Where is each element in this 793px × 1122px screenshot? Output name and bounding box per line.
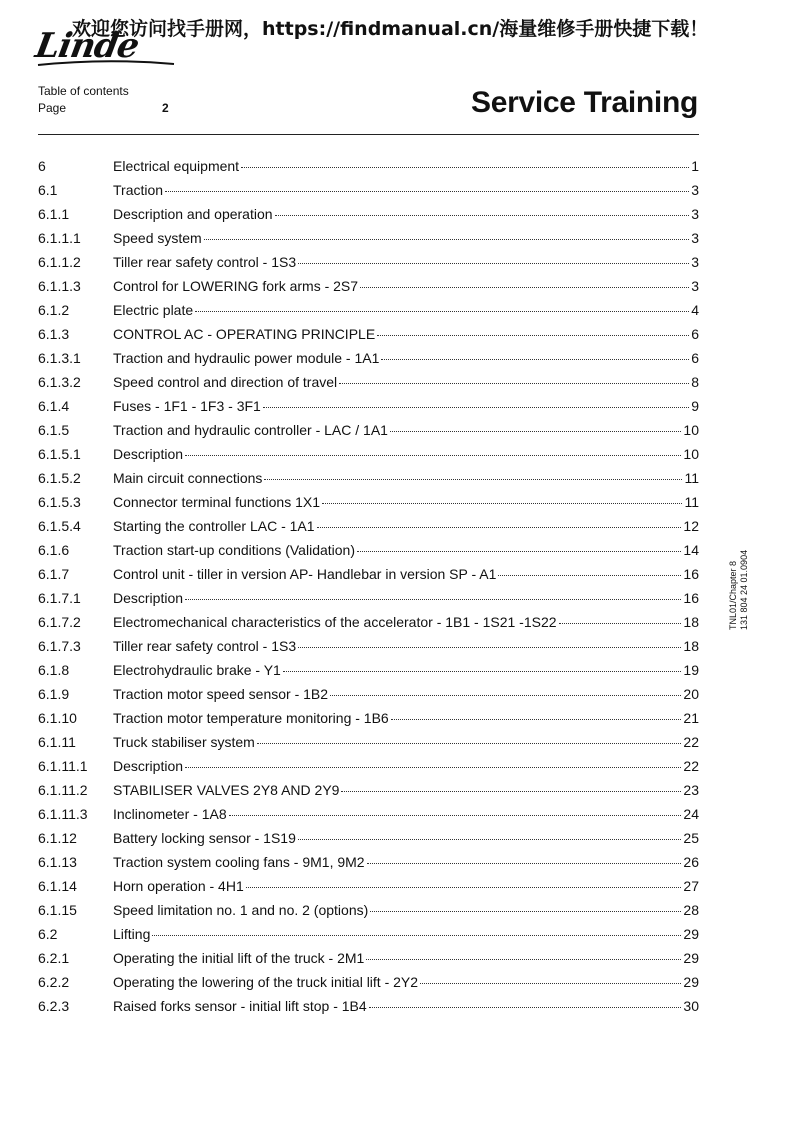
toc-entry-number: 6: [38, 158, 46, 174]
toc-entry-title: Traction and hydraulic controller - LAC / 1A1: [113, 422, 388, 438]
toc-entry-title: Electromechanical characteristics of the accelerator - 1B1 - 1S21 -1S22: [113, 614, 557, 630]
toc-entry-title: Main circuit connections: [113, 470, 263, 486]
toc-dot-leader: [357, 550, 681, 552]
toc-entry-page: 25: [683, 830, 699, 846]
toc-dot-leader: [185, 598, 681, 600]
toc-entry-number: 6.1.8: [38, 662, 70, 678]
logo-text: Linde: [32, 26, 142, 66]
toc-entry-title: Description and operation: [113, 206, 273, 222]
toc-dot-leader: [263, 406, 689, 408]
toc-dot-leader: [241, 166, 689, 168]
toc-entry-title: Tiller rear safety control - 1S3: [113, 638, 297, 654]
toc-entry-number: 6.1.11.1: [38, 758, 88, 774]
page-info: [38, 100, 169, 117]
page-label: Page: [38, 101, 67, 115]
toc-entry-number: 6.1.5: [38, 422, 70, 438]
toc-entry[interactable]: [38, 998, 699, 1022]
toc-entry-page: 23: [683, 782, 699, 798]
toc-dot-leader: [195, 310, 689, 312]
toc-entry[interactable]: [38, 254, 699, 278]
toc-entry-number: 6.1.1.3: [38, 278, 81, 294]
toc-entry[interactable]: [38, 782, 699, 806]
side-note-line1: TNL01/Chapter 8: [728, 560, 738, 630]
toc-entry-number: 6.1.10: [38, 710, 77, 726]
toc-entry-number: 6.1.12: [38, 830, 77, 846]
toc-entry[interactable]: [38, 278, 699, 302]
toc-dot-leader: [360, 286, 689, 288]
toc-entry[interactable]: [38, 398, 699, 422]
toc-entry-number: 6.1.11: [38, 734, 76, 750]
toc-entry-page: 3: [691, 182, 699, 198]
toc-entry[interactable]: [38, 734, 699, 758]
toc-entry-title: Raised forks sensor - initial lift stop - 1B4: [113, 998, 367, 1014]
toc-entry[interactable]: [38, 374, 699, 398]
toc-entry-page: 11: [684, 470, 699, 486]
toc-entry[interactable]: [38, 638, 699, 662]
toc-dot-leader: [498, 574, 681, 576]
toc-entry[interactable]: [38, 614, 699, 638]
toc-dot-leader: [229, 814, 682, 816]
toc-entry-title: Electrohydraulic brake - Y1: [113, 662, 281, 678]
toc-entry-title: Description: [113, 758, 184, 774]
toc-entry[interactable]: [38, 902, 699, 926]
toc-entry-title: Battery locking sensor - 1S19: [113, 830, 296, 846]
toc-entry-page: 3: [691, 230, 699, 246]
toc-entry-page: 18: [683, 638, 699, 654]
toc-entry-number: 6.1.14: [38, 878, 77, 894]
toc-dot-leader: [369, 1006, 682, 1008]
toc-entry-number: 6.1.7.2: [38, 614, 81, 630]
toc-entry-title: Speed system: [113, 230, 202, 246]
toc-entry-title: Control for LOWERING fork arms - 2S7: [113, 278, 359, 294]
toc-dot-leader: [317, 526, 682, 528]
toc-entry-title: Traction motor speed sensor - 1B2: [113, 686, 329, 702]
toc-dot-leader: [264, 478, 682, 480]
toc-entry-page: 16: [683, 566, 699, 582]
toc-entry-page: 1: [691, 158, 699, 174]
toc-dot-leader: [391, 718, 682, 720]
toc-entry[interactable]: [38, 590, 699, 614]
toc-entry-number: 6.1.1.1: [38, 230, 81, 246]
toc-entry-title: Description: [113, 446, 184, 462]
toc-entry-title: Inclinometer - 1A8: [113, 806, 227, 822]
toc-entry-page: 29: [683, 974, 699, 990]
toc-entry[interactable]: [38, 206, 699, 230]
toc-entry-page: 4: [691, 302, 699, 318]
toc-entry-number: 6.2.1: [38, 950, 70, 966]
toc-entry-page: 19: [683, 662, 699, 678]
toc-entry-title: Traction start-up conditions (Validation): [113, 542, 355, 558]
toc-entry-title: Speed limitation no. 1 and no. 2 (options): [113, 902, 369, 918]
toc-entry-number: 6.1.4: [38, 398, 70, 414]
toc-entry[interactable]: [38, 302, 699, 326]
toc-entry-number: 6.1.3.2: [38, 374, 81, 390]
toc-entry[interactable]: [38, 806, 699, 830]
toc-entry-number: 6.1.6: [38, 542, 70, 558]
toc-entry-number: 6.1.7.1: [38, 590, 81, 606]
toc-entry[interactable]: [38, 494, 699, 518]
toc-dot-leader: [341, 790, 681, 792]
toc-entry[interactable]: [38, 686, 699, 710]
toc-entry-page: 20: [683, 686, 699, 702]
toc-entry-title: Control unit - tiller in version AP- Handlebar in version SP - A1: [113, 566, 497, 582]
table-of-contents: [38, 158, 699, 1022]
toc-entry-page: 12: [683, 518, 699, 534]
toc-dot-leader: [367, 862, 682, 864]
side-note-line2: 131 804 24 01.0904: [739, 549, 749, 630]
toc-entry-title: Tiller rear safety control - 1S3: [113, 254, 297, 270]
toc-entry-page: 21: [683, 710, 699, 726]
toc-entry-page: 26: [683, 854, 699, 870]
toc-entry-page: 10: [683, 422, 699, 438]
toc-entry[interactable]: [38, 950, 699, 974]
header-meta: [38, 83, 169, 117]
toc-entry-page: 22: [683, 758, 699, 774]
toc-dot-leader: [330, 694, 681, 696]
toc-dot-leader: [339, 382, 689, 384]
toc-entry-page: 11: [684, 494, 699, 510]
toc-entry-number: 6.1.5.2: [38, 470, 81, 486]
toc-dot-leader: [152, 934, 681, 936]
toc-entry-title: STABILISER VALVES 2Y8 AND 2Y9: [113, 782, 340, 798]
toc-dot-leader: [185, 454, 681, 456]
toc-entry-number: 6.1.9: [38, 686, 70, 702]
toc-entry-number: 6.1.7.3: [38, 638, 81, 654]
toc-entry-number: 6.1.7: [38, 566, 70, 582]
toc-entry-number: 6.2.3: [38, 998, 70, 1014]
toc-entry-number: 6.1.3: [38, 326, 70, 342]
toc-entry-page: 9: [691, 398, 699, 414]
toc-entry-number: 6.1.5.1: [38, 446, 81, 462]
toc-entry-number: 6.1.5.3: [38, 494, 81, 510]
toc-entry[interactable]: [38, 830, 699, 854]
toc-dot-leader: [275, 214, 689, 216]
toc-entry[interactable]: [38, 926, 699, 950]
toc-entry-number: 6.1: [38, 182, 58, 198]
toc-dot-leader: [322, 502, 682, 504]
toc-entry-title: Starting the controller LAC - 1A1: [113, 518, 315, 534]
toc-entry-title: Electric plate: [113, 302, 194, 318]
toc-dot-leader: [298, 262, 689, 264]
toc-entry-number: 6.1.1.2: [38, 254, 81, 270]
toc-entry-title: Fuses - 1F1 - 1F3 - 3F1: [113, 398, 261, 414]
toc-entry[interactable]: [38, 326, 699, 350]
toc-dot-leader: [298, 838, 682, 840]
watermark-banner: 欢迎您访问找手册网，https://findmanual.cn/海量维修手册快捷下载！: [72, 18, 709, 40]
toc-entry-page: 3: [691, 278, 699, 294]
toc-entry-title: Lifting: [113, 926, 151, 942]
toc-entry[interactable]: [38, 542, 699, 566]
toc-entry-page: 6: [691, 350, 699, 366]
toc-entry-page: 10: [683, 446, 699, 462]
toc-entry-title: Electrical equipment: [113, 158, 240, 174]
toc-entry[interactable]: [38, 158, 699, 182]
toc-entry[interactable]: [38, 182, 699, 206]
side-note: [728, 520, 758, 630]
toc-entry[interactable]: [38, 470, 699, 494]
toc-dot-leader: [204, 238, 689, 240]
toc-entry[interactable]: [38, 662, 699, 686]
toc-entry-number: 6.1.1: [38, 206, 70, 222]
toc-entry-title: Horn operation - 4H1: [113, 878, 244, 894]
toc-entry-page: 27: [683, 878, 699, 894]
toc-entry-number: 6.2: [38, 926, 58, 942]
toc-entry[interactable]: [38, 566, 699, 590]
page-title: Service Training: [471, 86, 698, 119]
toc-entry-page: 30: [683, 998, 699, 1014]
toc-entry-number: 6.1.11.3: [38, 806, 88, 822]
toc-entry-page: 14: [683, 542, 699, 558]
toc-entry-title: Connector terminal functions 1X1: [113, 494, 320, 510]
toc-entry-page: 28: [683, 902, 699, 918]
toc-entry-page: 16: [683, 590, 699, 606]
toc-entry-number: 6.1.11.2: [38, 782, 88, 798]
toc-entry[interactable]: [38, 854, 699, 878]
toc-entry-title: CONTROL AC - OPERATING PRINCIPLE: [113, 326, 376, 342]
toc-entry-title: Operating the lowering of the truck initial lift - 2Y2: [113, 974, 419, 990]
toc-entry-page: 29: [683, 926, 699, 942]
toc-entry[interactable]: [38, 974, 699, 998]
toc-entry-title: Speed control and direction of travel: [113, 374, 338, 390]
toc-entry-title: Operating the initial lift of the truck - 2M1: [113, 950, 365, 966]
toc-entry-title: Description: [113, 590, 184, 606]
toc-entry-page: 24: [683, 806, 699, 822]
toc-entry-number: 6.1.3.1: [38, 350, 81, 366]
toc-entry-title: Traction: [113, 182, 164, 198]
toc-dot-leader: [165, 190, 689, 192]
toc-entry-page: 29: [683, 950, 699, 966]
toc-dot-leader: [377, 334, 689, 336]
toc-entry[interactable]: [38, 350, 699, 374]
toc-entry-number: 6.1.13: [38, 854, 77, 870]
toc-dot-leader: [185, 766, 681, 768]
toc-entry-page: 6: [691, 326, 699, 342]
toc-entry-page: 22: [683, 734, 699, 750]
toc-entry-page: 3: [691, 254, 699, 270]
toc-dot-leader: [559, 622, 682, 624]
section-label: Table of contents: [38, 84, 129, 98]
toc-dot-leader: [370, 910, 681, 912]
toc-entry-number: 6.1.5.4: [38, 518, 81, 534]
toc-dot-leader: [381, 358, 689, 360]
page-number: 2: [162, 101, 169, 115]
linde-logo: [32, 24, 176, 68]
toc-entry-page: 3: [691, 206, 699, 222]
toc-entry-title: Traction and hydraulic power module - 1A1: [113, 350, 380, 366]
toc-entry-number: 6.2.2: [38, 974, 70, 990]
toc-dot-leader: [257, 742, 682, 744]
toc-dot-leader: [298, 646, 681, 648]
toc-entry-title: Truck stabiliser system: [113, 734, 255, 750]
toc-entry-page: 8: [691, 374, 699, 390]
toc-entry[interactable]: [38, 710, 699, 734]
toc-dot-leader: [283, 670, 682, 672]
toc-dot-leader: [246, 886, 682, 888]
toc-entry-title: Traction system cooling fans - 9M1, 9M2: [113, 854, 365, 870]
toc-entry[interactable]: [38, 230, 699, 254]
toc-entry[interactable]: [38, 518, 699, 542]
toc-entry-page: 18: [683, 614, 699, 630]
toc-entry[interactable]: [38, 878, 699, 902]
toc-entry-number: 6.1.15: [38, 902, 77, 918]
logo-swoosh-icon: [36, 60, 176, 68]
header-divider: [38, 134, 699, 135]
toc-entry[interactable]: [38, 446, 699, 470]
toc-dot-leader: [420, 982, 681, 984]
toc-entry[interactable]: [38, 758, 699, 782]
toc-dot-leader: [390, 430, 681, 432]
toc-dot-leader: [366, 958, 681, 960]
toc-entry[interactable]: [38, 422, 699, 446]
toc-entry-title: Traction motor temperature monitoring - 1B6: [113, 710, 389, 726]
toc-entry-number: 6.1.2: [38, 302, 70, 318]
